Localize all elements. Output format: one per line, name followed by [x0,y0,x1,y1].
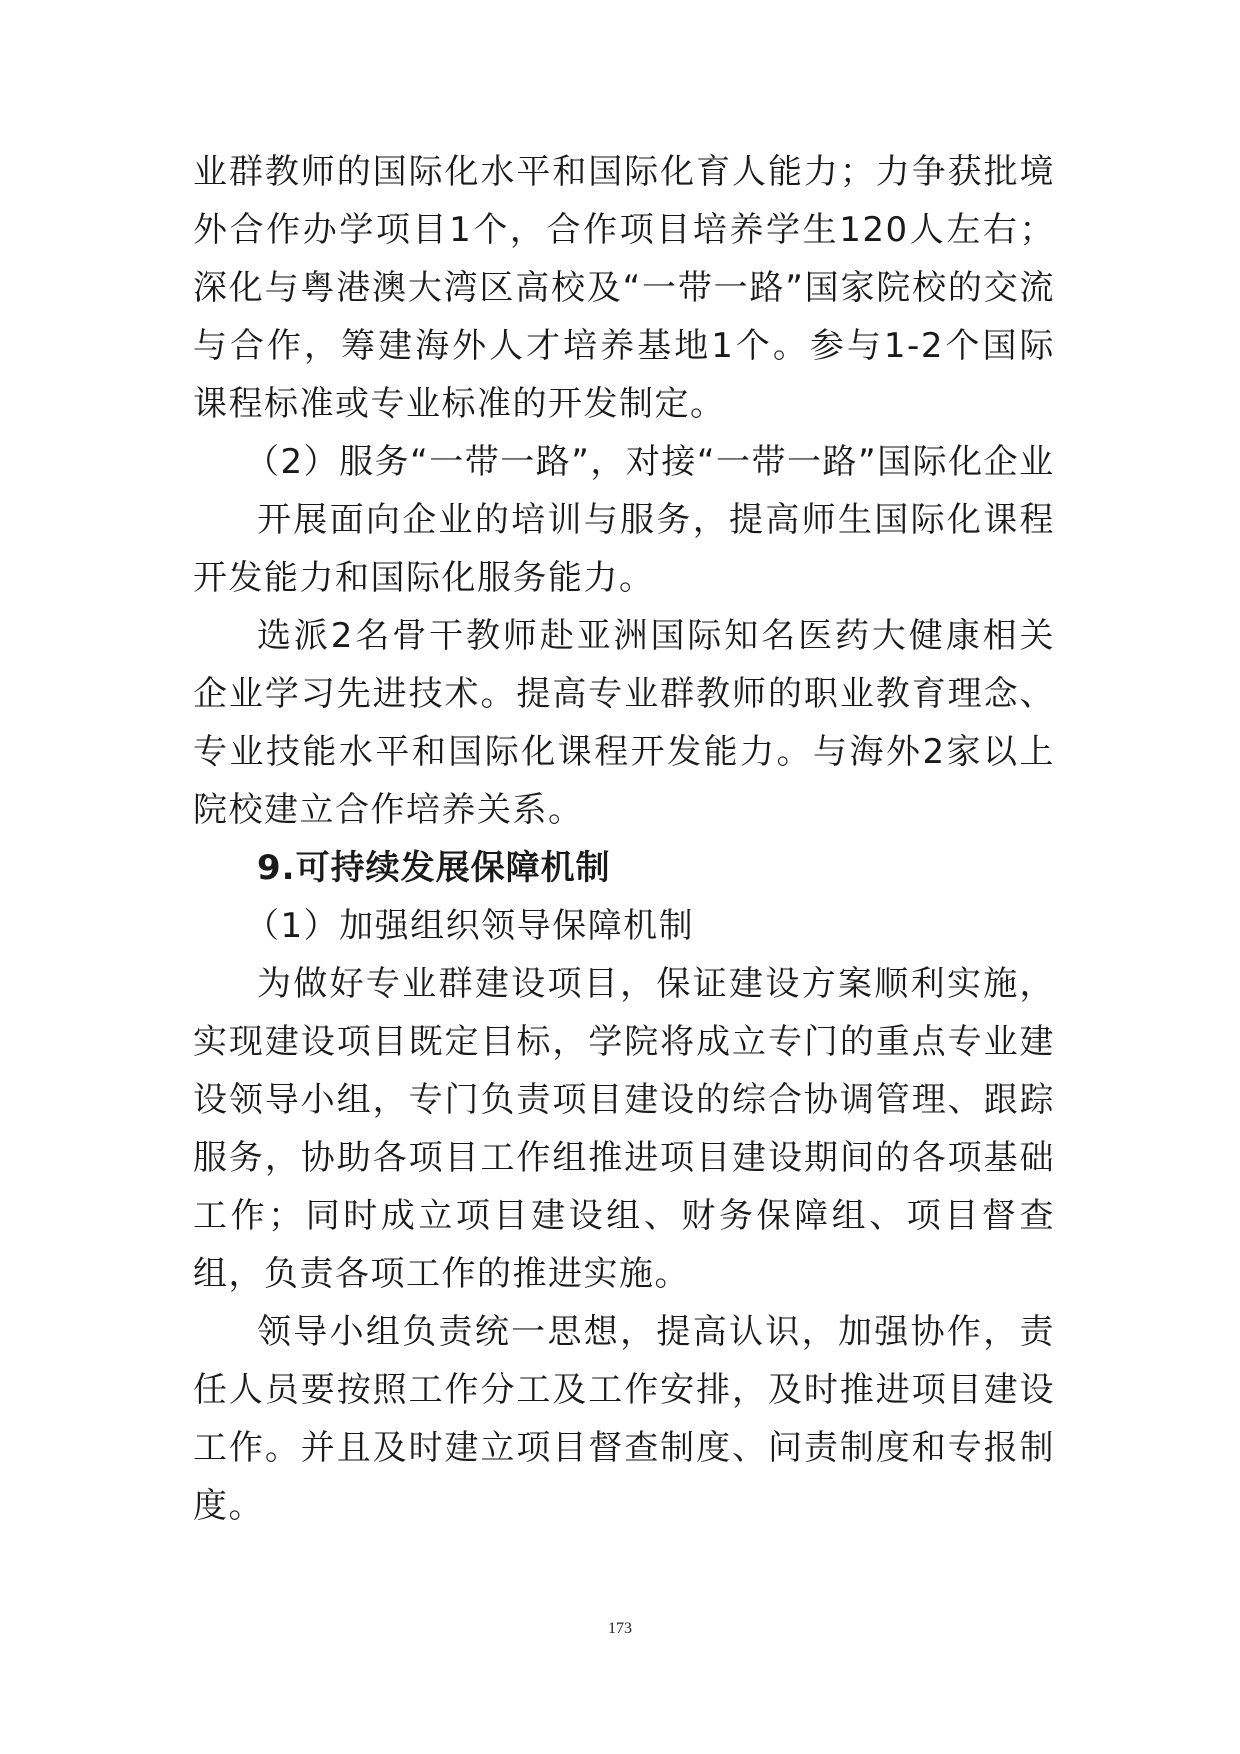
paragraph: 选派2名骨干教师赴亚洲国际知名医药大健康相关企业学习先进技术。提高专业群教师的职业教育理念、专业技能水平和国际化课程开发能力。与海外2家以上院校建立合作培养关系。 [193,616,1055,830]
section-heading-9: 9.可持续发展保障机制 [257,848,611,888]
paragraph: 开展面向企业的培训与服务，提高师生国际化课程开发能力和国际化服务能力。 [193,500,1055,598]
paragraph: 为做好专业群建设项目，保证建设方案顺利实施，实现建设项目既定目标，学院将成立专门的重点专业建设领导小组，专门负责项目建设的综合协调管理、跟踪服务，协助各项目工作组推进项目建设期间的各项基础工作；同时成立项目建设组、财务保障组、项目督查组，负责各项工作的推进实施。 [193,964,1055,1294]
body-text [193,143,1055,1535]
subsection-heading-2: （2）服务“一带一路”，对接“一带一路”国际化企业 [245,442,1055,482]
paragraph: 领导小组负责统一思想，提高认识，加强协作，责任人员要按照工作分工及工作安排，及时推进项目建设工作。并且及时建立项目督查制度、问责制度和专报制度。 [193,1312,1055,1526]
subsection-heading-1: （1）加强组织领导保障机制 [245,906,695,946]
page-number: 173 [608,1620,632,1637]
paragraph-continuation: 业群教师的国际化水平和国际化育人能力；力争获批境外合作办学项目1个，合作项目培养学生120人左右；深化与粤港澳大湾区高校及“一带一路”国家院校的交流与合作，筹建海外人才培养基地1个。参与1-2个国际课程标准或专业标准的开发制定。 [193,152,1055,424]
